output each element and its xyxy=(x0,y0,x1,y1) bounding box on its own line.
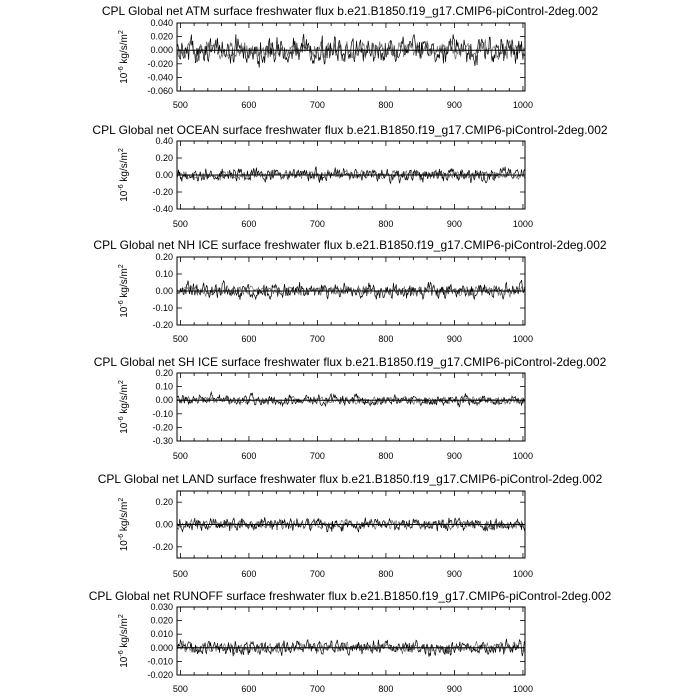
panel-1 xyxy=(102,4,599,110)
x-tick-label: 1000 xyxy=(512,451,533,461)
series-line-1 xyxy=(177,280,525,300)
chart-title: CPL Global net SH ICE surface freshwater flux b.e21.B1850.f19_g17.CMIP6-piControl-2deg.002 xyxy=(93,355,607,369)
y-axis-label: $10^{-6}$ $kg/s/m^2$ xyxy=(118,614,130,668)
y-tick-label: -0.40 xyxy=(152,204,173,214)
x-tick-label: 1000 xyxy=(512,334,533,344)
y-tick-label: -0.020 xyxy=(147,670,173,680)
y-axis-label: $10^{-6}$ $kg/s/m^2$ xyxy=(118,264,130,318)
y-tick-label: -0.10 xyxy=(152,303,173,313)
x-tick-label: 1000 xyxy=(512,569,533,579)
x-tick-label: 500 xyxy=(172,219,188,229)
y-tick-label: 0.10 xyxy=(155,381,173,392)
y-tick-label: 0.010 xyxy=(150,629,173,640)
series-line-1 xyxy=(177,34,525,68)
x-tick-label: 800 xyxy=(378,569,394,579)
y-tick-label: 0.20 xyxy=(155,153,173,163)
y-tick-label: 0.000 xyxy=(150,642,173,653)
chart-title: CPL Global net OCEAN surface freshwater flux b.e21.B1850.f19_g17.CMIP6-piControl-2deg.002 xyxy=(92,123,608,137)
x-tick-label: 700 xyxy=(309,451,325,461)
y-tick-label: -0.30 xyxy=(152,436,173,446)
y-tick-label: 0.040 xyxy=(150,18,173,28)
y-axis-label: $10^{-6}$ $kg/s/m^2$ xyxy=(118,148,130,202)
x-tick-label: 800 xyxy=(378,100,394,110)
x-tick-label: 900 xyxy=(446,451,462,461)
x-tick-label: 700 xyxy=(309,219,325,229)
x-tick-label: 500 xyxy=(172,569,188,579)
chart-title: CPL Global net ATM surface freshwater flux b.e21.B1850.f19_g17.CMIP6-piControl-2deg.002 xyxy=(101,4,599,18)
y-tick-label: 0.00 xyxy=(155,170,173,180)
x-tick-label: 900 xyxy=(446,684,462,694)
x-tick-label: 500 xyxy=(172,684,188,694)
y-tick-label: -0.20 xyxy=(152,320,173,330)
y-tick-label: 0.00 xyxy=(155,395,173,406)
y-tick-label: 0.030 xyxy=(150,602,173,612)
panel-6 xyxy=(89,589,612,694)
y-tick-label: 0.20 xyxy=(155,497,173,508)
y-axis-label: $10^{-6}$ $kg/s/m^2$ xyxy=(118,380,130,434)
y-tick-label: 0.020 xyxy=(150,31,173,42)
y-tick-label: -0.040 xyxy=(147,72,173,83)
y-tick-label: -0.20 xyxy=(152,187,173,197)
y-tick-label: -0.060 xyxy=(147,86,173,96)
x-tick-label: 1000 xyxy=(512,684,533,694)
x-tick-label: 900 xyxy=(446,569,462,579)
x-tick-label: 600 xyxy=(241,569,257,579)
x-tick-label: 700 xyxy=(309,334,325,344)
panel-3 xyxy=(93,238,606,344)
y-tick-label: 0.20 xyxy=(155,252,173,262)
panel-4 xyxy=(94,355,607,461)
y-tick-label: -0.010 xyxy=(147,656,173,667)
y-axis-label: $10^{-6}$ $kg/s/m^2$ xyxy=(118,30,130,84)
y-tick-label: -0.20 xyxy=(152,541,173,552)
y-tick-label: 0.020 xyxy=(150,615,173,626)
x-tick-label: 1000 xyxy=(512,219,533,229)
y-tick-label: 0.10 xyxy=(155,269,173,279)
y-tick-label: -0.20 xyxy=(152,422,173,433)
chart-title: CPL Global net RUNOFF surface freshwater flux b.e21.B1850.f19_g17.CMIP6-piControl-2deg.002 xyxy=(88,589,612,603)
x-tick-label: 900 xyxy=(446,100,462,110)
y-tick-label: 0.00 xyxy=(155,286,173,296)
chart-title: CPL Global net NH ICE surface freshwater flux b.e21.B1850.f19_g17.CMIP6-piControl-2deg.002 xyxy=(93,238,607,252)
x-tick-label: 1000 xyxy=(512,100,533,110)
x-tick-label: 900 xyxy=(446,334,462,344)
x-tick-label: 600 xyxy=(241,684,257,694)
y-tick-label: -0.10 xyxy=(152,408,173,419)
y-tick-label: 0.20 xyxy=(155,368,173,378)
x-tick-label: 500 xyxy=(172,334,188,344)
y-tick-label: 0.40 xyxy=(155,136,173,146)
panel-5 xyxy=(98,472,603,579)
x-tick-label: 800 xyxy=(378,684,394,694)
panel-2 xyxy=(92,123,608,229)
x-tick-label: 800 xyxy=(378,334,394,344)
chart-title: CPL Global net LAND surface freshwater flux b.e21.B1850.f19_g17.CMIP6-piControl-2deg.002 xyxy=(97,472,603,486)
x-tick-label: 700 xyxy=(309,684,325,694)
y-axis-label: $10^{-6}$ $kg/s/m^2$ xyxy=(118,497,130,552)
x-tick-label: 600 xyxy=(241,219,257,229)
x-tick-label: 500 xyxy=(172,451,188,461)
x-tick-label: 800 xyxy=(378,219,394,229)
x-tick-label: 700 xyxy=(309,100,325,110)
x-tick-label: 600 xyxy=(241,100,257,110)
x-tick-label: 600 xyxy=(241,451,257,461)
y-tick-label: 0.00 xyxy=(155,519,173,530)
x-tick-label: 800 xyxy=(378,451,394,461)
y-tick-label: 0.000 xyxy=(150,45,173,56)
x-tick-label: 700 xyxy=(309,569,325,579)
x-tick-label: 500 xyxy=(172,100,188,110)
x-tick-label: 600 xyxy=(241,334,257,344)
plot-frame xyxy=(177,373,525,441)
x-tick-label: 900 xyxy=(446,219,462,229)
plot-frame xyxy=(177,607,525,675)
y-tick-label: -0.020 xyxy=(147,58,173,69)
